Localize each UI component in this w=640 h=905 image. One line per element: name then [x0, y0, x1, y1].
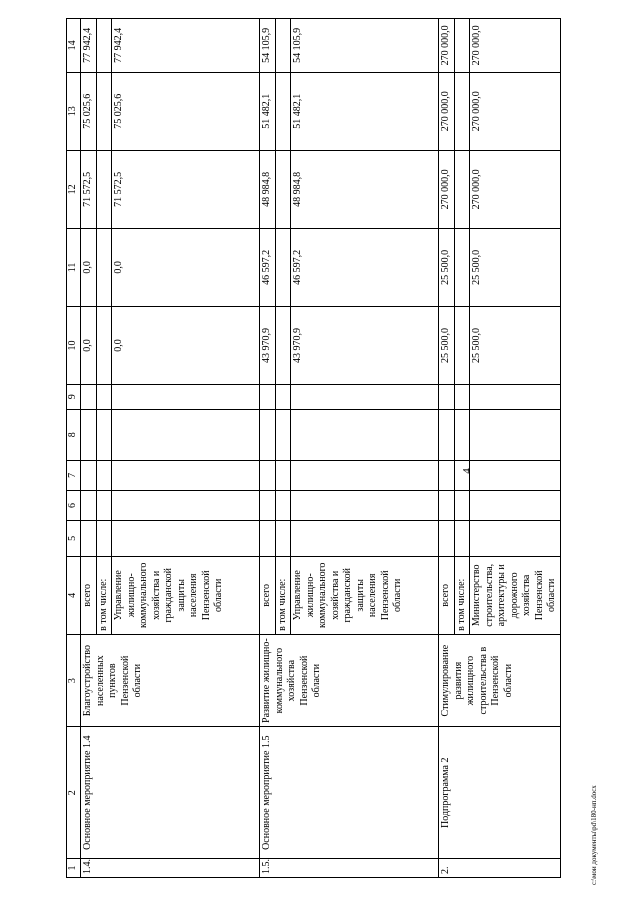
value-cell	[439, 385, 455, 410]
value-cell: 0,0	[112, 228, 260, 306]
value-cell: 0,0	[81, 228, 97, 306]
value-cell	[260, 409, 276, 460]
value-cell: 71 572,5	[112, 150, 260, 228]
value-cell	[112, 409, 260, 460]
table-rotation-frame	[66, 18, 606, 878]
value-cell: 25 500,0	[470, 306, 561, 384]
value-cell	[275, 409, 291, 460]
value-cell	[96, 150, 112, 228]
col-header: 13	[67, 72, 81, 150]
executor: Управление жилищно-коммунального хозяйства и гражданской защиты населения Пензенской области	[291, 556, 439, 634]
value-cell	[470, 521, 561, 557]
value-cell	[96, 72, 112, 150]
value-cell	[275, 72, 291, 150]
value-cell	[439, 490, 455, 520]
column-number-row	[67, 19, 81, 878]
value-cell: 46 597,2	[260, 228, 276, 306]
value-cell	[470, 409, 561, 460]
page-number: 4	[460, 468, 473, 474]
col-header: 4	[67, 556, 81, 634]
executor: Управление жилищно-коммунального хозяйства и гражданской защиты населения Пензенской области	[112, 556, 260, 634]
value-cell	[275, 150, 291, 228]
value-cell	[81, 460, 97, 490]
value-cell	[439, 460, 455, 490]
value-cell: 43 970,9	[260, 306, 276, 384]
value-cell	[470, 460, 561, 490]
value-cell	[454, 228, 470, 306]
value-cell: 75 025,6	[81, 72, 97, 150]
value-cell	[96, 490, 112, 520]
value-cell	[112, 385, 260, 410]
value-cell: 48 984,8	[291, 150, 439, 228]
value-cell: 51 482,1	[291, 72, 439, 150]
measure-name: Основное мероприятие 1.5	[260, 727, 439, 859]
value-cell	[454, 460, 470, 490]
table-row	[81, 19, 97, 878]
value-cell: 25 500,0	[470, 228, 561, 306]
value-cell	[291, 460, 439, 490]
value-cell	[291, 385, 439, 410]
col-header: 5	[67, 521, 81, 557]
col-header: 14	[67, 19, 81, 73]
col-header: 1	[67, 859, 81, 878]
footer-file-path: c:\мои документы\pd\180-нп.docx	[590, 785, 598, 885]
value-cell	[81, 409, 97, 460]
value-cell	[96, 19, 112, 73]
value-cell	[112, 460, 260, 490]
value-cell	[81, 521, 97, 557]
including-label: в том числе:	[96, 556, 112, 634]
value-cell	[291, 409, 439, 460]
col-header: 9	[67, 385, 81, 410]
executor: Министерство строительства, архитектуры и дорожного хозяйства Пензенской области	[470, 556, 561, 634]
total-label: всего	[260, 556, 276, 634]
value-cell	[260, 490, 276, 520]
value-cell	[470, 490, 561, 520]
value-cell	[275, 385, 291, 410]
value-cell: 270 000,0	[470, 150, 561, 228]
value-cell	[454, 150, 470, 228]
value-cell	[260, 385, 276, 410]
value-cell: 54 105,9	[260, 19, 276, 73]
total-label: всего	[81, 556, 97, 634]
value-cell	[112, 521, 260, 557]
value-cell: 25 500,0	[439, 228, 455, 306]
value-cell	[454, 490, 470, 520]
value-cell	[454, 19, 470, 73]
value-cell: 77 942,4	[112, 19, 260, 73]
row-number: 1.5.	[260, 859, 439, 878]
value-cell	[96, 521, 112, 557]
value-cell	[275, 460, 291, 490]
measure-goal: Стимулирование развития жилищного строительства в Пензенской области	[439, 634, 561, 727]
row-number: 2.	[439, 859, 561, 878]
col-header: 3	[67, 634, 81, 727]
value-cell	[96, 460, 112, 490]
total-label: всего	[439, 556, 455, 634]
value-cell: 75 025,6	[112, 72, 260, 150]
value-cell: 0,0	[81, 306, 97, 384]
value-cell: 270 000,0	[470, 72, 561, 150]
value-cell: 46 597,2	[291, 228, 439, 306]
col-header: 12	[67, 150, 81, 228]
value-cell	[439, 409, 455, 460]
value-cell	[275, 521, 291, 557]
col-header: 2	[67, 727, 81, 859]
budget-table	[66, 18, 561, 878]
value-cell	[439, 521, 455, 557]
value-cell	[275, 490, 291, 520]
value-cell: 270 000,0	[439, 72, 455, 150]
value-cell: 51 482,1	[260, 72, 276, 150]
value-cell: 270 000,0	[439, 150, 455, 228]
value-cell: 54 105,9	[291, 19, 439, 73]
col-header: 10	[67, 306, 81, 384]
measure-goal: Благоустройство населенных пунктов Пензенской области	[81, 634, 260, 727]
value-cell: 25 500,0	[439, 306, 455, 384]
value-cell	[291, 490, 439, 520]
value-cell	[454, 385, 470, 410]
value-cell	[96, 228, 112, 306]
value-cell	[275, 306, 291, 384]
value-cell	[454, 409, 470, 460]
value-cell	[112, 490, 260, 520]
measure-name: Основное мероприятие 1.4	[81, 727, 260, 859]
value-cell: 43 970,9	[291, 306, 439, 384]
including-label: в том числе:	[275, 556, 291, 634]
value-cell	[454, 72, 470, 150]
measure-name: Подпрограмма 2	[439, 727, 561, 859]
col-header: 8	[67, 409, 81, 460]
value-cell: 77 942,4	[81, 19, 97, 73]
value-cell	[81, 385, 97, 410]
value-cell: 71 572,5	[81, 150, 97, 228]
value-cell: 0,0	[112, 306, 260, 384]
value-cell	[260, 460, 276, 490]
value-cell: 270 000,0	[470, 19, 561, 73]
value-cell	[275, 228, 291, 306]
value-cell	[275, 19, 291, 73]
value-cell: 270 000,0	[439, 19, 455, 73]
value-cell	[96, 409, 112, 460]
value-cell	[470, 385, 561, 410]
col-header: 6	[67, 490, 81, 520]
col-header: 11	[67, 228, 81, 306]
value-cell	[260, 521, 276, 557]
value-cell	[291, 521, 439, 557]
table-row	[260, 19, 276, 878]
landscape-sheet	[66, 18, 606, 878]
value-cell	[81, 490, 97, 520]
value-cell	[454, 521, 470, 557]
row-number: 1.4.	[81, 859, 260, 878]
including-label: в том числе:	[454, 556, 470, 634]
value-cell	[96, 306, 112, 384]
measure-goal: Развитие жилищно-коммунального хозяйства Пензенской области	[260, 634, 439, 727]
col-header: 7	[67, 460, 81, 490]
value-cell	[454, 306, 470, 384]
table-row	[439, 19, 455, 878]
value-cell: 48 984,8	[260, 150, 276, 228]
value-cell	[96, 385, 112, 410]
